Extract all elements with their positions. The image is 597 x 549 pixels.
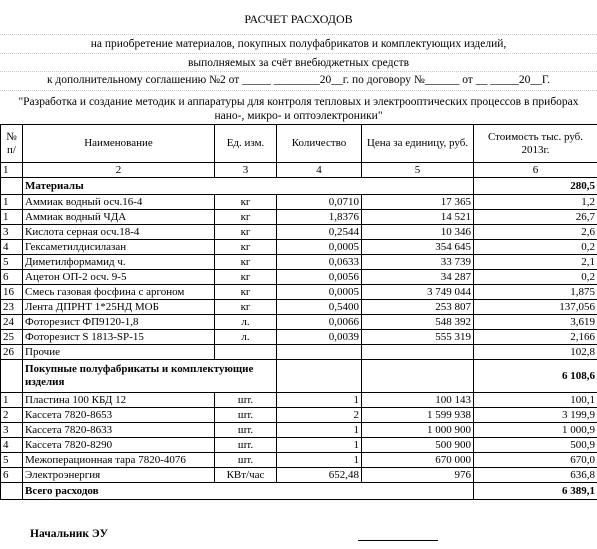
table-row xyxy=(1,393,597,408)
table-cell: 2,6 xyxy=(474,225,597,240)
table-row xyxy=(1,345,597,360)
table-cell: 548 392 xyxy=(362,315,474,330)
table-row xyxy=(1,330,597,345)
table-cell: 3 xyxy=(1,225,23,240)
table-cell: 500 900 xyxy=(362,438,474,453)
table-cell: кг xyxy=(215,255,277,270)
table-cell: 17 365 xyxy=(362,195,474,210)
table-cell: л. xyxy=(215,315,277,330)
table-cell: Пластина 100 КБД 12 xyxy=(23,393,215,408)
table-row xyxy=(1,408,597,423)
table-cell: 26 xyxy=(1,345,23,360)
table-cell: 33 739 xyxy=(362,255,474,270)
table-cell: 0,0039 xyxy=(277,330,362,345)
document-title: РАСЧЕТ РАСХОДОВ xyxy=(244,12,353,26)
header-cell: Ед. изм. xyxy=(215,125,277,163)
table-cell: Диметилформамид ч. xyxy=(23,255,215,270)
table-cell: 34 287 xyxy=(362,270,474,285)
table-cell: 636,8 xyxy=(474,468,597,483)
table-cell: 1 000 900 xyxy=(362,423,474,438)
table-row xyxy=(1,438,597,453)
table-cell: 670,0 xyxy=(474,453,597,468)
table-row xyxy=(1,468,597,483)
table-cell: л. xyxy=(215,330,277,345)
section-total: 280,5 xyxy=(474,178,597,195)
table-cell: 2,166 xyxy=(474,330,597,345)
table-cell: кг xyxy=(215,300,277,315)
table-row xyxy=(1,195,597,210)
table-cell: 2 xyxy=(1,408,23,423)
table-row xyxy=(1,423,597,438)
header-cell: Количество xyxy=(277,125,362,163)
table-cell: кг xyxy=(215,285,277,300)
numbering-cell: 6 xyxy=(474,163,597,178)
table-cell: Кислота серная осч.18-4 xyxy=(23,225,215,240)
table-row xyxy=(1,225,597,240)
expense-table xyxy=(0,124,597,500)
total-value: 6 389,1 xyxy=(474,483,597,500)
table-row xyxy=(1,453,597,468)
table-cell: Аммиак водный осч.16-4 xyxy=(23,195,215,210)
table-cell: 2 xyxy=(277,408,362,423)
table-cell: 555 319 xyxy=(362,330,474,345)
table-cell: 3 xyxy=(1,423,23,438)
table-cell: 1 xyxy=(1,210,23,225)
rule xyxy=(0,53,597,54)
table-cell: шт. xyxy=(215,393,277,408)
table-cell: 3,619 xyxy=(474,315,597,330)
table-cell xyxy=(277,345,362,360)
agreement-line: к дополнительному соглашению №2 от _____ ________20__г. по договору №______ от __ _____20__Г. xyxy=(46,74,551,86)
table-cell: 100 143 xyxy=(362,393,474,408)
table-cell: 1 xyxy=(277,438,362,453)
table-cell: Смесь газовая фосфина с аргоном xyxy=(23,285,215,300)
table-cell: кг xyxy=(215,195,277,210)
table-cell: Кассета 7820-8633 xyxy=(23,423,215,438)
numbering-row xyxy=(1,163,597,178)
table-cell: Электроэнергия xyxy=(23,468,215,483)
table-cell: кг xyxy=(215,240,277,255)
table-cell: 16 xyxy=(1,285,23,300)
table-row xyxy=(1,210,597,225)
numbering-cell: 4 xyxy=(277,163,362,178)
table-cell: кг xyxy=(215,225,277,240)
table-cell: Фоторезист S 1813-SP-15 xyxy=(23,330,215,345)
numbering-cell: 1 xyxy=(1,163,23,178)
table-cell: Межоперационная тара 7820-4076 xyxy=(23,453,215,468)
table-cell: Кассета 7820-8653 xyxy=(23,408,215,423)
table-cell: кг xyxy=(215,210,277,225)
table-cell: 0,2 xyxy=(474,240,597,255)
table-cell: 4 xyxy=(1,438,23,453)
table-cell: 670 000 xyxy=(362,453,474,468)
section-total: 6 108,6 xyxy=(474,360,597,393)
table-cell: 3 199,9 xyxy=(474,408,597,423)
table-cell: 0,0056 xyxy=(277,270,362,285)
table-cell: КВт/час xyxy=(215,468,277,483)
table-row xyxy=(1,315,597,330)
numbering-cell: 3 xyxy=(215,163,277,178)
table-cell: 1,8376 xyxy=(277,210,362,225)
table-cell: 354 645 xyxy=(362,240,474,255)
table-cell: 0,0005 xyxy=(277,285,362,300)
table-cell: 14 521 xyxy=(362,210,474,225)
table-cell: 10 346 xyxy=(362,225,474,240)
rule xyxy=(0,34,597,35)
table-cell: кг xyxy=(215,270,277,285)
header-row xyxy=(1,125,597,163)
table-cell: 100,1 xyxy=(474,393,597,408)
table-row xyxy=(1,240,597,255)
table-cell: 0,0633 xyxy=(277,255,362,270)
signature-line xyxy=(358,540,438,541)
table-cell: 1 599 938 xyxy=(362,408,474,423)
table-row xyxy=(1,300,597,315)
total-label: Всего расходов xyxy=(23,483,474,500)
table-cell: 23 xyxy=(1,300,23,315)
total-row xyxy=(1,483,597,500)
table-cell: шт. xyxy=(215,438,277,453)
purchased-section-row xyxy=(1,360,597,393)
table-row xyxy=(1,255,597,270)
table-cell: 0,0066 xyxy=(277,315,362,330)
table-cell: Прочие xyxy=(23,345,215,360)
table-cell: 24 xyxy=(1,315,23,330)
table-cell: 1,875 xyxy=(474,285,597,300)
table-cell: 0,0710 xyxy=(277,195,362,210)
table-cell: Гексаметилдисилазан xyxy=(23,240,215,255)
table-cell: 2,1 xyxy=(474,255,597,270)
table-cell: 1 xyxy=(277,393,362,408)
rule xyxy=(0,90,597,91)
table-cell: 1,2 xyxy=(474,195,597,210)
table-cell: 5 xyxy=(1,453,23,468)
table-cell: 6 xyxy=(1,270,23,285)
table-cell: шт. xyxy=(215,408,277,423)
header-cell: Стоимость тыс. руб. 2013г. xyxy=(474,125,597,163)
subtitle-line-2: выполняемых за счёт внебюджетных средств xyxy=(187,57,410,69)
section-label: Покупные полуфабрикаты и комплектующие изделия xyxy=(23,360,277,393)
project-title: "Разработка и создание методик и аппаратуры для контроля тепловых и электрооптических процессов в приборах нано-, микро- и оптоэлектроники" xyxy=(18,96,579,122)
header-cell: Цена за единицу, руб. xyxy=(362,125,474,163)
table-cell: 5 xyxy=(1,255,23,270)
materials-section-row xyxy=(1,178,597,195)
table-cell: 0,5400 xyxy=(277,300,362,315)
table-cell: шт. xyxy=(215,453,277,468)
table-cell: 1 xyxy=(277,453,362,468)
table-cell: 253 807 xyxy=(362,300,474,315)
table-cell: 976 xyxy=(362,468,474,483)
table-cell: 1 xyxy=(277,423,362,438)
table-cell: 137,056 xyxy=(474,300,597,315)
rule xyxy=(0,71,597,72)
table-cell: Лента ДПРНТ 1*25НД МОБ xyxy=(23,300,215,315)
table-cell: 102,8 xyxy=(474,345,597,360)
table-cell: Фоторезист ФП9120-1,8 xyxy=(23,315,215,330)
table-cell: 0,2544 xyxy=(277,225,362,240)
table-cell: 25 xyxy=(1,330,23,345)
table-cell: 652,48 xyxy=(277,468,362,483)
table-cell: шт. xyxy=(215,423,277,438)
table-cell: Аммиак водный ЧДА xyxy=(23,210,215,225)
table-cell: 6 xyxy=(1,468,23,483)
numbering-cell: 5 xyxy=(362,163,474,178)
subtitle-line-1: на приобретение материалов, покупных полуфабрикатов и комплектующих изделий, xyxy=(90,38,507,50)
table-cell: 26,7 xyxy=(474,210,597,225)
table-cell xyxy=(362,345,474,360)
table-cell: 0,2 xyxy=(474,270,597,285)
table-row xyxy=(1,270,597,285)
table-cell: Ацетон ОП-2 осч. 9-5 xyxy=(23,270,215,285)
table-cell: 0,0005 xyxy=(277,240,362,255)
table-cell xyxy=(215,345,277,360)
section-label: Материалы xyxy=(23,178,474,195)
table-cell: 500,9 xyxy=(474,438,597,453)
header-cell: № п/ xyxy=(1,125,23,163)
table-cell: Кассета 7820-8290 xyxy=(23,438,215,453)
header-cell: Наименование xyxy=(23,125,215,163)
table-cell: 1 xyxy=(1,195,23,210)
table-cell: 3 749 044 xyxy=(362,285,474,300)
table-cell: 4 xyxy=(1,240,23,255)
table-cell: 1 000,9 xyxy=(474,423,597,438)
signer-label: Начальник ЭУ xyxy=(30,528,109,540)
table-cell: 1 xyxy=(1,393,23,408)
table-row xyxy=(1,285,597,300)
numbering-cell: 2 xyxy=(23,163,215,178)
